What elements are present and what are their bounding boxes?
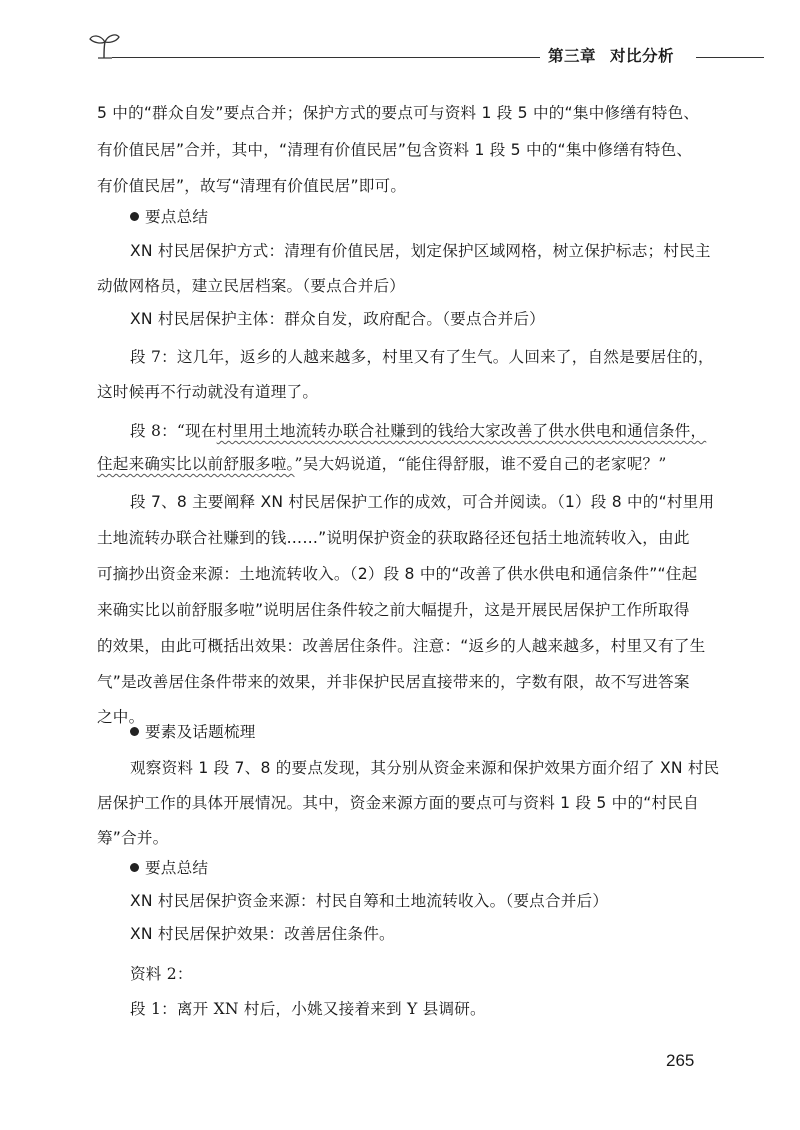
- text-line: 5 中的“群众自发”要点合并；保护方式的要点可与资料 1 段 5 中的“集中修缮有特色、: [97, 104, 700, 122]
- source-text: 段 8：“现在: [130, 422, 217, 440]
- source-text: ”吴大妈说道，“能住得舒服，谁不爱自己的老家呢？”: [294, 455, 667, 473]
- text-line: 观察资料 1 段 7、8 的要点发现，其分别从资金来源和保护效果方面介绍了 XN 村民: [130, 759, 720, 777]
- text-line: 的效果，由此可概括出效果：改善居住条件。注意：“返乡的人越来越多，村里又有了生: [97, 637, 706, 655]
- chapter-label: 第三章: [548, 47, 597, 65]
- page-number: 265: [666, 1051, 695, 1070]
- text-line: 土地流转办联合社赚到的钱……”说明保护资金的获取路径还包括土地流转收入，由此: [97, 529, 690, 547]
- running-header: [548, 44, 693, 66]
- material-heading: 资料 2：: [130, 965, 193, 983]
- underlined-quote: 村里用土地流转办联合社赚到的钱给大家改善了供水供电和通信条件，: [216, 422, 707, 440]
- source-paragraph: [130, 421, 706, 441]
- text-line: 居保护工作的具体开展情况。其中，资金来源方面的要点可与资料 1 段 5 中的“村民自: [97, 794, 699, 812]
- text-line: XN 村民居保护资金来源：村民自筹和土地流转收入。（要点合并后）: [130, 892, 609, 910]
- source-paragraph: 段 1：离开 XN 村后，小姚又接着来到 Y 县调研。: [130, 1000, 486, 1018]
- section-heading: 要素及话题梳理: [130, 722, 256, 742]
- text-line: 有价值民居”合并，其中，“清理有价值民居”包含资料 1 段 5 中的“集中修缮有特色、: [97, 141, 693, 159]
- text-line: 筹”合并。: [97, 829, 169, 847]
- section-heading: 要点总结: [130, 207, 208, 227]
- text-line: 段 7、8 主要阐释 XN 村民居保护工作的成效，可合并阅读。（1）段 8 中的“村里用: [130, 493, 715, 511]
- text-line: 可摘抄出资金来源：土地流转收入。（2）段 8 中的“改善了供水供电和通信条件”“住起: [97, 565, 698, 583]
- header-rule-left: [112, 57, 540, 58]
- source-paragraph: [97, 454, 667, 474]
- section-heading: 要点总结: [130, 858, 208, 878]
- text-line: XN 村民居保护主体：群众自发，政府配合。（要点合并后）: [130, 310, 545, 328]
- sprout-icon: [86, 30, 122, 60]
- text-line: 之中。: [97, 708, 145, 726]
- underlined-quote: 住起来确实比以前舒服多啦。: [97, 455, 295, 473]
- text-line: 有价值民居”，故写“清理有价值民居”即可。: [97, 177, 407, 195]
- text-line: XN 村民居保护效果：改善居住条件。: [130, 925, 395, 943]
- source-paragraph: 这时候再不行动就没有道理了。: [97, 383, 319, 401]
- source-paragraph: 段 7：这几年，返乡的人越来越多，村里又有了生气。人回来了，自然是要居住的，: [130, 348, 714, 366]
- text-line: 来确实比以前舒服多啦”说明居住条件较之前大幅提升，这是开展民居保护工作所取得: [97, 601, 690, 619]
- text-line: 动做网格员，建立民居档案。（要点合并后）: [97, 277, 406, 295]
- chapter-title: 对比分析: [610, 47, 675, 65]
- header-rule-right: [696, 57, 764, 58]
- text-line: 气”是改善居住条件带来的效果，并非保护民居直接带来的，字数有限，故不写进答案: [97, 673, 690, 691]
- text-line: XN 村民居保护方式：清理有价值民居，划定保护区域网格，树立保护标志；村民主: [130, 242, 711, 260]
